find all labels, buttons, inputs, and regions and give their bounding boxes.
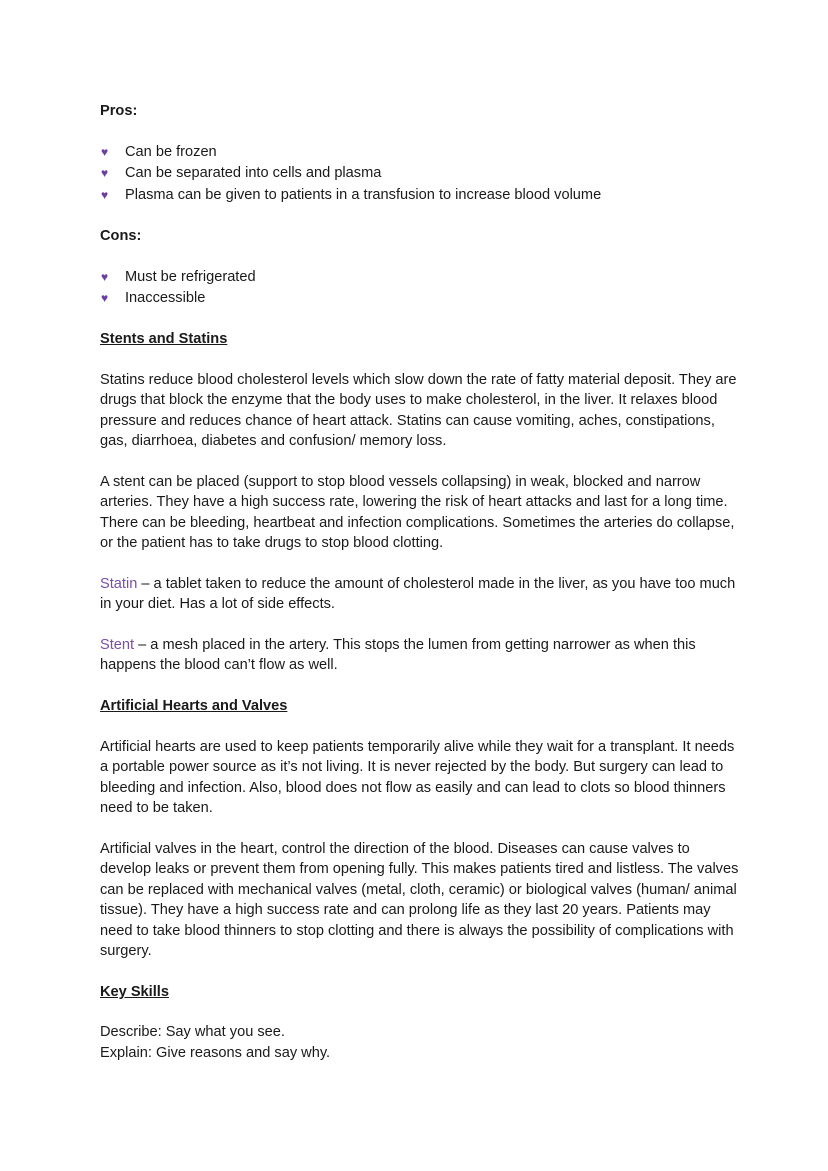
list-item-text: Must be refrigerated xyxy=(125,269,256,285)
stents-statins-heading: Stents and Statins xyxy=(100,331,228,347)
heart-bullet-icon: ♥ xyxy=(101,145,109,159)
list-item-text: Plasma can be given to patients in a transfusion to increase blood volume xyxy=(125,186,602,203)
stent-definition-text: – a mesh placed in the artery. This stops the lumen from getting narrower as when this happens the blood can’t flow as well. xyxy=(100,637,696,674)
artificial-hearts-paragraph: Artificial hearts are used to keep patients temporarily alive while they wait for a transplant. It needs a portable power source as it’s not living. It is never rejected by the body. But surgery can lead to bleeding and infection. Also, blood does not flow as easily and can lead to clots so blood thinners need to be taken. xyxy=(100,739,735,817)
list-item xyxy=(100,288,256,309)
explain-skill: Explain: Give reasons and say why. xyxy=(100,1045,331,1061)
statin-definition xyxy=(100,574,740,615)
stent-paragraph: A stent can be placed (support to stop blood vessels collapsing) in weak, blocked and narrow arteries. They have a high success rate, lowering the risk of heart attacks and last for a long time. There can be bleeding, heartbeat and infection complications. Sometimes the arteries do collapse, or the patient has to take drugs to stop blood clotting. xyxy=(100,474,735,552)
heart-bullet-icon: ♥ xyxy=(101,187,109,202)
describe-skill: Describe: Say what you see. xyxy=(100,1024,285,1040)
cons-list xyxy=(100,267,256,310)
list-item xyxy=(100,142,601,163)
cons-heading: Cons: xyxy=(100,228,142,244)
pros-heading: Pros: xyxy=(100,103,138,119)
heart-bullet-icon: ♥ xyxy=(101,166,109,181)
stent-definition xyxy=(100,635,740,676)
artificial-valves-paragraph: Artificial valves in the heart, control the direction of the blood. Diseases can cause valves to develop leaks or prevent them from opening fully. This makes patients tired and listless. The valves can be replaced with mechanical valves (metal, cloth, ceramic) or biological valves (human/ animal tissue). They have a high success rate and can prolong life as they last 20 years. Patients may need to take blood thinners to stop clotting and there is always the possibility of complications with surgery. xyxy=(100,841,739,960)
statin-definition-text: – a tablet taken to reduce the amount of cholesterol made in the liver, as you have too much in your diet. Has a lot of side effects. xyxy=(100,576,736,613)
list-item xyxy=(100,185,601,206)
stent-term: Stent xyxy=(100,637,135,653)
key-skills-heading: Key Skills xyxy=(100,984,169,1000)
heart-bullet-icon: ♥ xyxy=(101,270,109,284)
list-item-text: Can be frozen xyxy=(125,144,217,160)
statin-term: Statin xyxy=(100,576,138,592)
artificial-hearts-valves-heading: Artificial Hearts and Valves xyxy=(100,698,288,714)
list-item xyxy=(100,163,601,184)
list-item-text: Can be separated into cells and plasma xyxy=(125,165,382,182)
list-item-text: Inaccessible xyxy=(125,290,206,307)
heart-bullet-icon: ♥ xyxy=(101,291,109,306)
pros-list xyxy=(100,142,601,206)
statins-paragraph: Statins reduce blood cholesterol levels which slow down the rate of fatty material deposit. They are drugs that block the enzyme that the body uses to make cholesterol, in the liver. It relaxes blood pressure and reduces chance of heart attack. Statins can cause vomiting, aches, constipations, gas, diarrhoea, diabetes and confusion/ memory loss. xyxy=(100,372,737,450)
list-item xyxy=(100,267,256,288)
